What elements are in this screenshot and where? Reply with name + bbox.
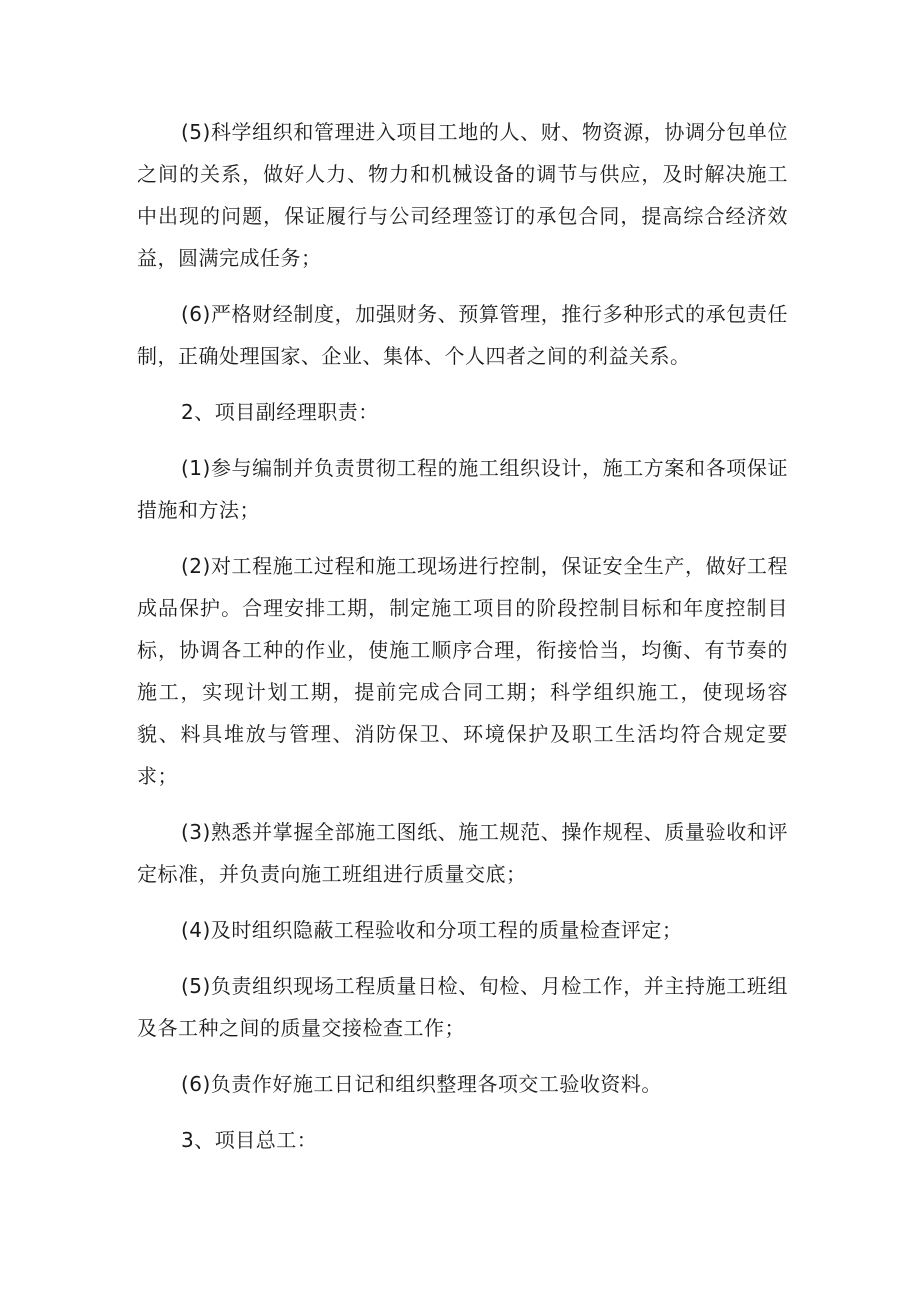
paragraph-item-1-deputy: (1)参与编制并负责贯彻工程的施工组织设计，施工方案和各项保证措施和方法； [137, 456, 788, 522]
paragraph-item-6-deputy: (6)负责作好施工日记和组织整理各项交工验收资料。 [181, 1072, 662, 1096]
section-heading-chief-engineer: 3、项目总工： [181, 1128, 318, 1152]
section-heading-deputy-manager: 2、项目副经理职责： [181, 400, 379, 424]
paragraph-item-5-manager: (5)科学组织和管理进入项目工地的人、财、物资源，协调分包单位之间的关系，做好人力、物力和机械设备的调节与供应，及时解决施工中出现的问题，保证履行与公司经理签订的承包合同，提高综合经济效益，圆满完成任务； [137, 120, 788, 270]
paragraph-item-3-deputy: (3)熟悉并掌握全部施工图纸、施工规范、操作规程、质量验收和评定标准，并负责向施工班组进行质量交底； [137, 820, 788, 886]
paragraph-item-4-deputy: (4)及时组织隐蔽工程验收和分项工程的质量检查评定； [181, 918, 683, 942]
paragraph-item-5-deputy: (5)负责组织现场工程质量日检、旬检、月检工作，并主持施工班组及各工种之间的质量交接检查工作； [137, 974, 788, 1040]
paragraph-item-2-deputy: (2)对工程施工过程和施工现场进行控制，保证安全生产，做好工程成品保护。合理安排工期，制定施工项目的阶段控制目标和年度控制目标，协调各工种的作业，使施工顺序合理，衔接恰当，均衡、有节奏的施工，实现计划工期，提前完成合同工期；科学组织施工，使现场容貌、料具堆放与管理、消防保卫、环境保护及职工生活均符合规定要求； [137, 554, 788, 788]
paragraph-item-6-manager: (6)严格财经制度，加强财务、预算管理，推行多种形式的承包责任制，正确处理国家、企业、集体、个人四者之间的利益关系。 [137, 302, 788, 368]
